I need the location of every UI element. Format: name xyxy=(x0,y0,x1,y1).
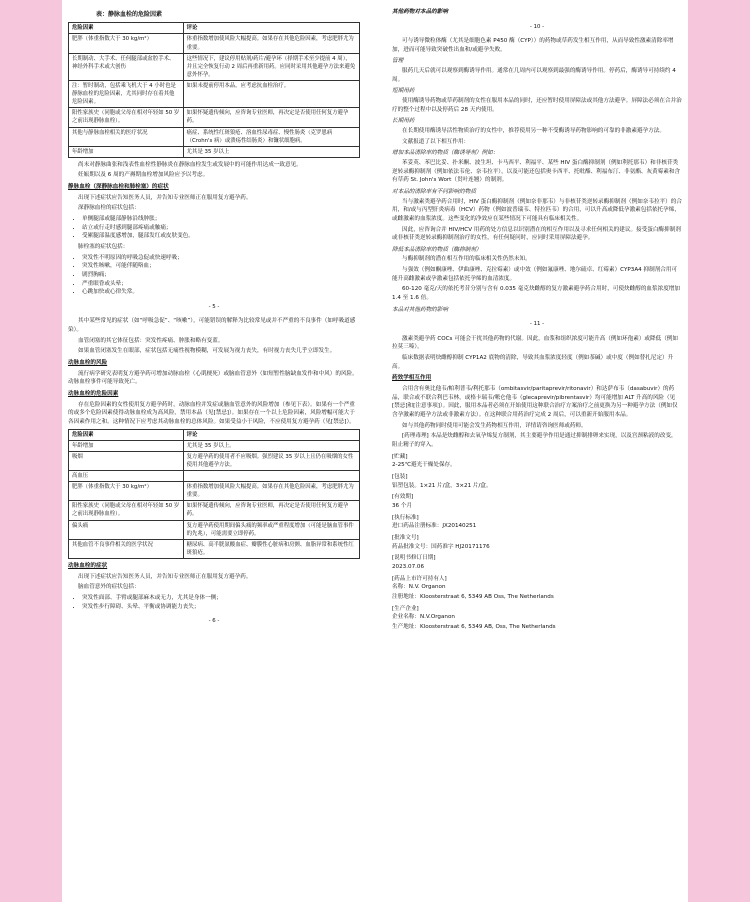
paragraph: 合用含有奥比他韦/帕利普韦/利托那韦（ombitasvir/paritaprevir/ritonavir）和达萨布韦（dasabuvir）的药品，联合或不联合利巴韦林，或格卡瑞韦/哌仑他韦（glecaprevir/pibrentasvir）均可能增加 ALT 升高的风险（见[禁忌]和[注意事项]）。因此，服用本品者必须在开始使用这种联合治疗方案治疗之前更换为另一种避孕方法（例如仅含孕激素的避孕方法或非激素方法）。在这种联合用药治疗完成 2 周后，可以重新开始服用本品。 xyxy=(392,386,678,419)
table-cell: 这些情况下，建议停用贴剂/药片/避孕环（择期手术至少提前 4 周），并且完全恢复行动 2 周后再重新用药。应同时采用其他避孕方法来避免意外怀孕。 xyxy=(183,53,359,80)
section-value: 名称：N.V. Organon xyxy=(392,584,446,591)
table-header-cell: 危险因素 xyxy=(69,429,184,440)
paragraph: 尚未对静脉曲张和浅表性血栓性静脉炎在静脉血栓发生或发展中的可能作用达成一致意见。 xyxy=(78,161,302,168)
storage-section xyxy=(392,453,682,470)
table-row xyxy=(69,520,360,539)
table-cell: 偏头痛 xyxy=(69,520,184,539)
paragraph: 深静脉血栓的症状包括： xyxy=(78,205,140,212)
page-number: - 5 - xyxy=(208,304,220,311)
section-label: [执行标准] xyxy=(392,514,419,521)
table-row xyxy=(69,451,360,470)
table-cell: 复方避孕药的使用者不应吸烟。强烈建议 35 岁以上且仍在吸烟的女性使用其他避孕方法。 xyxy=(183,451,359,470)
paragraph: 因此，应咨询合并 HIV/HCV 用药的处方信息以识别潜在的相互作用以及寻求任何相关的建议。接受蛋白酶抑制剂或非核苷类逆转录酶抑制剂治疗的女性，有任何疑问时，应同时采用屏障法避孕。 xyxy=(392,226,681,242)
subheading: 管理 xyxy=(392,58,404,65)
table-cell: 阳性家族史（同胞或父母在相对年轻如 50 岁之前出现静脉血栓）。 xyxy=(69,501,184,520)
section-value: 进口药品注册标准：JX20140251 xyxy=(392,523,477,530)
right-column xyxy=(392,8,682,632)
table-row xyxy=(69,471,360,482)
section-value: 36 个月 xyxy=(392,502,413,509)
table-row xyxy=(69,34,360,53)
table-cell: 注：暂时制动，包括乘飞机大于 4 小时也是静脉血栓的危险因素，尤其同时存在着其他危险因素。 xyxy=(69,80,184,107)
table-cell: 癌症、系统性红斑狼疮、溶血性尿毒症、慢性肠炎（克罗恩病（Crohn's 病）或溃疡性结肠炎）和镰状细胞病。 xyxy=(183,127,359,146)
paragraph: 血管闭塞的其它体征包括：突发性疼痛、肿胀和略有变蓝。 xyxy=(78,337,224,344)
section-label: [批准文号] xyxy=(392,534,419,541)
table-cell: 肥胖（体重指数大于 30 kg/m²） xyxy=(69,34,184,53)
table-cell: 如果未提前停用本品，应考虑抗血栓治疗。 xyxy=(183,80,359,107)
section-value: 药品批准文号：国药准字 HJ20171176 xyxy=(392,543,490,550)
list-item: • 突发性咳嗽，可能伴随咯血； xyxy=(82,262,360,271)
table-cell: 复方避孕药使用期间偏头痛的频率或严重程度增加（可能是脑血管事件的先兆），可能需要立即停药。 xyxy=(183,520,359,539)
paragraph: 其中某些常见的症状（如“呼吸急促”、“咳嗽”），可能错误的解释为比较常见或并不严重的不良事件（如呼吸道感染）。 xyxy=(68,318,356,334)
package-section xyxy=(392,473,682,490)
paragraph: 脑血管意外的症状包括： xyxy=(78,584,140,591)
table-cell: 其他血管不良事件相关的医学状况 xyxy=(69,539,184,558)
paragraph: 流行病学研究表明复方避孕药可增加动脉血栓（心肌梗死）或脑血管意外（如短暂性脑缺血发作和中风）的风险。动脉血栓事件可能导致死亡。 xyxy=(68,370,358,386)
cva-symptom-list xyxy=(68,594,360,611)
table-cell: 高血压 xyxy=(69,471,184,482)
document-page xyxy=(62,0,688,902)
dvt-symptom-list xyxy=(68,215,360,241)
list-item: • 突发性不明原因的呼吸急促或快速呼吸； xyxy=(82,254,360,263)
subheading: 长期用药 xyxy=(392,118,415,125)
table-row xyxy=(69,482,360,501)
table-row xyxy=(69,53,360,80)
list-item: • 心跳加快或心律失常。 xyxy=(82,288,360,297)
table-cell: 年龄增加 xyxy=(69,146,184,157)
table-cell: 肥胖（体重指数大于 30 kg/m²） xyxy=(69,482,184,501)
section-heading: 动脉血栓的危险因素 xyxy=(68,390,119,397)
table-row xyxy=(69,108,360,127)
paragraph: 苯妥英、苯巴比妥、扑米酮、波生坦、卡马西平、利福平、某些 HIV 蛋白酶抑制剂（例如利托那韦）和非核苷类逆转录酶抑制剂（例如依法韦伦、奈韦拉平），以及可能还包括奥卡西平、托吡酯、利福布汀、非氨酯、灰黄霉素和含有草药 St. John's Wort（贯叶连翘）的制剂。 xyxy=(392,159,681,184)
standard-section xyxy=(392,514,682,531)
section-label: [有效期] xyxy=(392,494,414,501)
table-row xyxy=(69,539,360,558)
shelf-life-section xyxy=(392,493,682,510)
table-cell: 其他与静脉血栓相关的医疗状况 xyxy=(69,127,184,146)
paragraph: 当与激素类避孕药合用时，HIV 蛋白酶抑制剂（例如奈非那韦）与非核苷类逆转录酶抑制剂（例如奈韦拉平）的合用，和/或与丙型肝炎病毒（HCV）药物（例如波普瑞韦、特拉匹韦）的合用，可以升高或降低孕激素包括依托孕烯，或雌激素的血浆浓度。这些变化的净效应在某些情况下可能具有临床相关性。 xyxy=(392,198,682,222)
table-row xyxy=(69,146,360,157)
section-heading: 动脉血栓的症状 xyxy=(68,563,108,570)
section-value: 注册地址：Kloosterstraat 6, 5349 AB Oss, The Netherlands xyxy=(392,593,554,600)
page-number: - 10 - xyxy=(529,23,545,30)
section-heading: 药效学相互作用 xyxy=(392,375,432,382)
table-cell: 体重指数增加使风险大幅提高。如果存在其他危险因素，考虑肥胖尤为重要。 xyxy=(183,482,359,501)
table-row xyxy=(69,501,360,520)
list-item: • 突发性步行障碍、头晕、平衡或协调能力丧失； xyxy=(82,603,360,612)
paragraph: 与强效（例如酮康唑、伊曲康唑、克拉霉素）或中效（例如氟康唑、地尔硫卓、红霉素）CYP3A4 抑制剂合用可能升高雌激素或孕激素包括依托孕烯的血清浓度。 xyxy=(392,267,678,282)
paragraph: 服药几天后就可以观察到酶诱导作用。通常在几周内可以观察到最强的酶诱导作用。停药后，酶诱导可持续约 4 周。 xyxy=(392,68,676,83)
table-cell: 尤其是 35 岁以上 xyxy=(183,146,359,157)
paragraph: 文献报道了以下相互作用： xyxy=(402,138,470,145)
list-item: • 站立或行走时感到腿部疼痛或触痛； xyxy=(82,224,360,233)
paragraph: 使用酶诱导药物或草药制剂的女性在服用本品的同时，还应暂时使用屏障法或其他方法避孕。屏障法必须在合并治疗的整个过程中以及停药后 28 天内使用。 xyxy=(392,97,682,113)
table-cell: 吸烟 xyxy=(69,451,184,470)
table-cell: 体重指数增加使风险大幅提高。如果存在其他危险因素，考虑肥胖尤为重要。 xyxy=(183,34,359,53)
left-column xyxy=(68,8,360,632)
paragraph: 出现下述症状应告知医务人员，并告知专业医师正在服用复方避孕药。 xyxy=(78,573,252,580)
paragraph: 出现下述症状应告知医务人员，并告知专业医师正在服用复方避孕药。 xyxy=(78,194,252,201)
table-cell: 年龄增加 xyxy=(69,440,184,451)
section-label: [说明书修订日期] xyxy=(392,555,436,562)
paragraph: 激素类避孕药 COCs 可能会干扰其他药物的代谢。因此，血浆和组织浓度可能升高（例如环孢素）或降低（例如拉莫三嗪）。 xyxy=(392,335,678,351)
table-cell: 阳性家族史（同胞或父母在相对年轻如 50 岁之前出现静脉血栓）。 xyxy=(69,108,184,127)
paragraph: 在长期使用酶诱导活性物质治疗的女性中，推荐使用另一种不受酶诱导药物影响的可靠的非激素避孕方法。 xyxy=(402,127,665,134)
page-number: - 11 - xyxy=(529,321,545,328)
table-header-cell: 评论 xyxy=(183,23,359,34)
section-label: [贮藏] xyxy=(392,453,408,460)
pe-symptom-list xyxy=(68,254,360,297)
table-cell: 长期制动、大手术、任何腿部或盆腔手术、神经外科手术或大创伤 xyxy=(69,53,184,80)
mah-section xyxy=(392,575,682,602)
revision-date-section xyxy=(392,554,682,571)
section-value: 2-25℃避光干燥处保存。 xyxy=(392,462,456,469)
subheading: 增加本品清除率的物质（酶诱导剂）例如： xyxy=(392,150,499,157)
approval-section xyxy=(392,534,682,551)
section-heading: 静脉血栓（深静脉血栓和肺栓塞）的症状 xyxy=(68,184,169,191)
subheading: 本品对其他药物的影响 xyxy=(392,306,448,313)
paragraph: 如果血管闭塞发生在眼部，症状包括无痛性视物模糊，可发展为视力丧失，有时视力丧失几乎立即发生。 xyxy=(78,348,336,355)
section-heading: 动脉血栓的风险 xyxy=(68,360,108,367)
table-header-cell: 评论 xyxy=(183,429,359,440)
subheading: 对本品的清除率有不同影响的物质 xyxy=(392,188,476,195)
section-value: 生产地址：Kloosterstraat 6, 5349 AB, Oss, The Netherlands xyxy=(392,623,556,630)
subheading: 短期用药 xyxy=(392,88,415,95)
paragraph: 妊娠期以及 6 周的产褥期血栓增加风险应予以考虑。 xyxy=(78,172,209,179)
page-number: - 6 - xyxy=(208,618,220,625)
table-cell xyxy=(183,471,359,482)
table-row xyxy=(69,127,360,146)
table-row xyxy=(69,440,360,451)
list-item: • 突发性面部、手臂或腿部麻木或无力，尤其是身体一侧； xyxy=(82,594,360,603)
table-header xyxy=(69,23,360,34)
manufacturer-section xyxy=(392,605,682,632)
table-caption: 表：静脉血栓的危险因素 xyxy=(96,11,163,18)
paragraph: 60-120 毫克/天的依托考昔分别与含有 0.035 毫克炔雌醇的复方激素避孕药合用时，可使炔雌醇的血浆浓度增加 1.4 至 1.6 倍。 xyxy=(392,286,680,302)
section-value: 2023.07.06 xyxy=(392,563,425,570)
paragraph: 可与诱导微粒体酶（尤其是细胞色素 P450 酶（CYP））的药物或草药发生相互作用，从而导致性激素清除率增加，进而可能导致突破性出血和/或避孕失败。 xyxy=(392,38,674,53)
table-header xyxy=(69,429,360,440)
section-heading: 其他药物对本品的影响 xyxy=(392,9,448,15)
venous-risk-table xyxy=(68,22,360,158)
section-label: [药品上市许可持有人] xyxy=(392,575,447,582)
table-header-cell: 危险因素 xyxy=(69,23,184,34)
list-item: • 受累腿部温度感增加，腿部发红或皮肤变色。 xyxy=(82,232,360,241)
table-cell: 糖尿病、高半胱氨酸血症、瓣膜性心脏病和房颤、血脂异常和系统性红斑狼疮。 xyxy=(183,539,359,558)
table-cell: 如果怀疑遗传倾向，应咨询专业医师，再决定是否使用任何复方避孕药。 xyxy=(183,501,359,520)
paragraph: 临床数据表明炔雌醇抑制 CYP1A2 底物的清除，导致其血浆浓度轻度（例如茶碱）或中度（例如替扎尼定）升高。 xyxy=(392,355,674,370)
paragraph: 存在危险因素的女性使用复方避孕药时，动脉血栓并发症或脑血管意外的风险增加（参见下表）。如果有一个严重的或多个危险因素使得动脉血栓成为高风险，禁用本品（见[禁忌]）。如果存在一个以上危险因素，风险增幅可能大于各因素作用之和。这种情况下应考虑其动脉血栓的总体风险。如果受益小于风险，不应使用复方避孕药（见[禁忌]）。 xyxy=(68,401,355,425)
list-item: • 剧烈胸痛； xyxy=(82,271,360,280)
section-value: 企业名称：N.V.Organon xyxy=(392,614,455,621)
paragraph: 肺栓塞的症状包括： xyxy=(78,244,129,251)
table-cell: 如果怀疑遗传倾向，应咨询专业医师，再决定是否使用任何复方避孕药。 xyxy=(183,108,359,127)
list-item: • 单侧腿部或腿部静脉沿线肿胀； xyxy=(82,215,360,224)
arterial-risk-table xyxy=(68,429,360,559)
paragraph: 如与其他药物同时使用可能会发生药物相互作用，详情请咨询医师或药师。 xyxy=(402,422,587,429)
paragraph: 与酶抑制剂的潜在相互作用的临床相关性仍然未知。 xyxy=(402,256,531,263)
table-row xyxy=(69,80,360,107)
table-cell: 尤其是 35 岁以上。 xyxy=(183,440,359,451)
section-label: [生产企业] xyxy=(392,605,419,612)
section-label: [包装] xyxy=(392,473,408,480)
list-item: • 严重眼昏或头晕； xyxy=(82,280,360,289)
section-value: 铝塑包装。1×21 片/盒，3×21 片/盒。 xyxy=(392,482,492,489)
paragraph: [药理毒理] 本品是炔雌醇和去氧孕烯复方制剂，其主要避孕作用是通过抑制排卵来实现，以及宫颈粘液的改变，阻止精子的穿入。 xyxy=(392,433,677,448)
subheading: 降低本品清除率的物质（酶抑制剂） xyxy=(392,246,482,253)
